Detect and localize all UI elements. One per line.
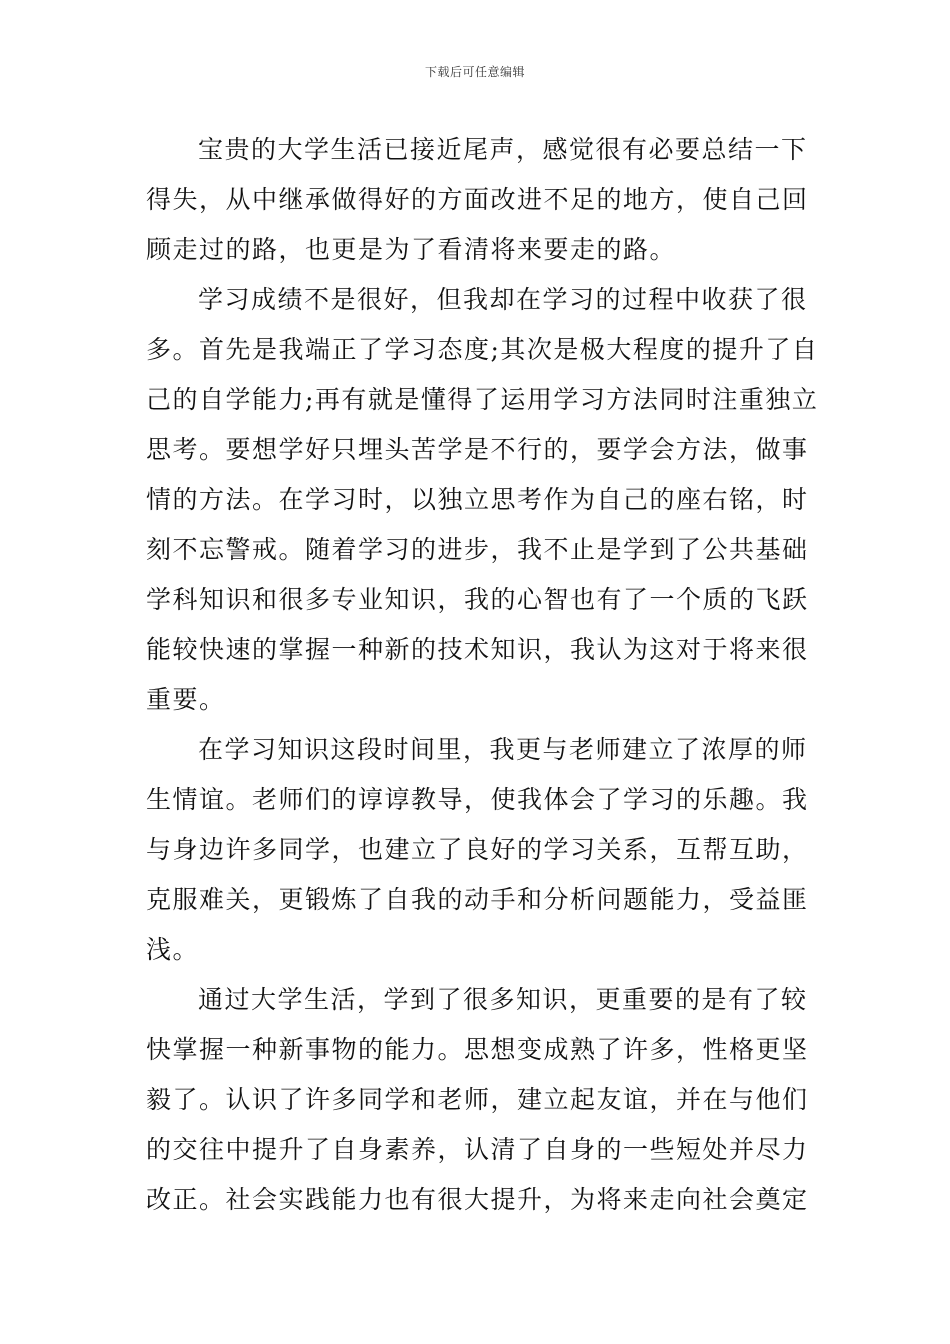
paragraph-line: 重要。 [146, 685, 226, 714]
paragraph-line: 改正。社会实践能力也有很大提升，为将来走向社会奠定 [146, 1185, 809, 1214]
paragraph-line: 刻不忘警戒。随着学习的进步，我不止是学到了公共基础 [146, 535, 809, 564]
paragraph-line: 宝贵的大学生活已接近尾声，感觉很有必要总结一下 [198, 135, 808, 164]
paragraph-line: 与身边许多同学，也建立了良好的学习关系，互帮互助， [146, 835, 809, 864]
paragraph-line: 毅了。认识了许多同学和老师，建立起友谊，并在与他们 [146, 1085, 809, 1114]
paragraph-line: 的交往中提升了自身素养，认清了自身的一些短处并尽力 [146, 1135, 809, 1164]
paragraph-line: 思考。要想学好只埋头苦学是不行的，要学会方法，做事 [146, 435, 809, 464]
page-header: 下载后可任意编辑 [424, 65, 525, 79]
paragraph-line: 生情谊。老师们的谆谆教导，使我体会了学习的乐趣。我 [146, 785, 809, 814]
paragraph-line: 顾走过的路，也更是为了看清将来要走的路。 [146, 235, 677, 264]
paragraph-line: 通过大学生活，学到了很多知识，更重要的是有了较 [198, 985, 808, 1014]
paragraph-line: 学习成绩不是很好，但我却在学习的过程中收获了很 [198, 285, 808, 314]
paragraph-line: 多。首先是我端正了学习态度;其次是极大程度的提升了自 [146, 335, 819, 364]
paragraph-line: 得失，从中继承做得好的方面改进不足的地方，使自己回 [146, 185, 809, 214]
paragraph-line: 克服难关，更锻炼了自我的动手和分析问题能力，受益匪 [146, 885, 809, 914]
paragraph-line: 快掌握一种新事物的能力。思想变成熟了许多，性格更坚 [146, 1035, 809, 1064]
paragraph-line: 能较快速的掌握一种新的技术知识，我认为这对于将来很 [146, 635, 809, 664]
paragraph-line: 学科知识和很多专业知识，我的心智也有了一个质的飞跃 [146, 585, 809, 614]
paragraph-line: 浅。 [146, 935, 200, 964]
paragraph-line: 情的方法。在学习时，以独立思考作为自己的座右铭，时 [146, 485, 809, 514]
paragraph-line: 己的自学能力;再有就是懂得了运用学习方法同时注重独立 [146, 385, 819, 414]
paragraph-line: 在学习知识这段时间里，我更与老师建立了浓厚的师 [198, 735, 808, 764]
